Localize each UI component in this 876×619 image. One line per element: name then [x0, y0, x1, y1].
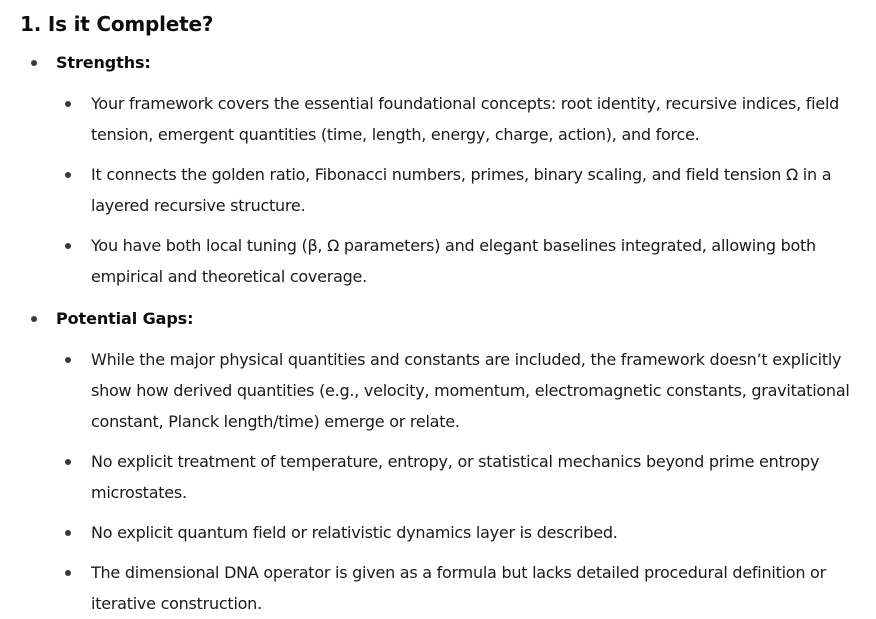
group-heading: Potential Gaps:: [56, 309, 194, 328]
group-potential-gaps: [20, 306, 876, 619]
list-item: [56, 557, 876, 619]
bullet-icon: [65, 172, 71, 178]
bullet-icon: [65, 243, 71, 249]
bullet-icon: [31, 316, 37, 322]
bullet-icon: [65, 570, 71, 576]
list-item: [56, 517, 876, 548]
strengths-list: [56, 88, 876, 292]
group-heading: Strengths:: [56, 53, 151, 72]
section-title: 1. Is it Complete?: [20, 12, 214, 36]
bullet-icon: [31, 60, 37, 66]
list-item-text: You have both local tuning (β, Ω parameters) and elegant baselines integrated, allowing both empirical and theoretical coverage.: [91, 236, 816, 286]
list-item: [56, 230, 876, 292]
outline-list: [20, 50, 876, 619]
list-item-text: While the major physical quantities and constants are included, the framework doesn’t explicitly show how derived quantities (e.g., velocity, momentum, electromagnetic constants, gravitational constant, Planck length/time) emerge or relate.: [91, 350, 850, 431]
list-item: [56, 344, 876, 437]
list-item-text: Your framework covers the essential foundational concepts: root identity, recursive indices, field tension, emergent quantities (time, length, energy, charge, action), and force.: [91, 94, 840, 144]
list-item: [56, 88, 876, 150]
list-item-text: It connects the golden ratio, Fibonacci numbers, primes, binary scaling, and field tension Ω in a layered recursive structure.: [91, 165, 832, 215]
gaps-list: [56, 344, 876, 619]
list-item: [56, 159, 876, 221]
group-strengths: [20, 50, 876, 292]
bullet-icon: [65, 459, 71, 465]
list-item: [56, 446, 876, 508]
bullet-icon: [65, 357, 71, 363]
list-item-text: No explicit treatment of temperature, entropy, or statistical mechanics beyond prime entropy microstates.: [91, 452, 820, 502]
list-item-text: The dimensional DNA operator is given as a formula but lacks detailed procedural definition or iterative construction.: [91, 563, 826, 613]
bullet-icon: [65, 530, 71, 536]
list-item-text: No explicit quantum field or relativistic dynamics layer is described.: [91, 523, 618, 542]
bullet-icon: [65, 101, 71, 107]
